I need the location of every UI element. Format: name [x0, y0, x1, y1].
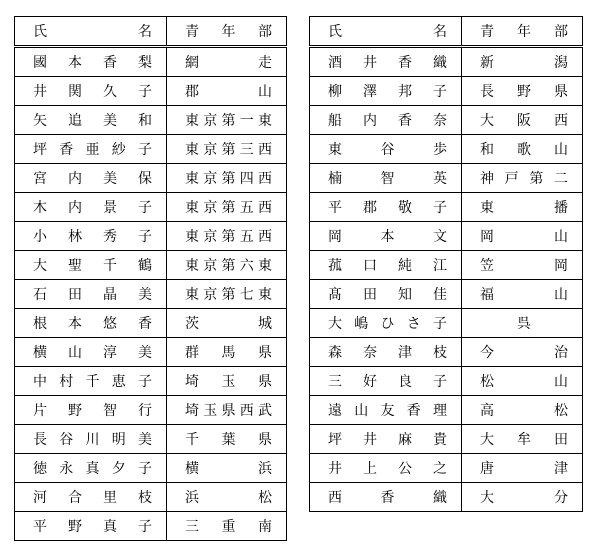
division-cell: 浜 松: [167, 483, 287, 512]
member-name-cell: 大 聖 千 鶴: [15, 251, 167, 280]
table-row: [310, 338, 583, 367]
member-name-cell: 長 谷 川 明 美: [15, 425, 167, 454]
division-cell: 東 京 第 三 西: [167, 135, 287, 164]
division-cell: 東 京 第 五 西: [167, 193, 287, 222]
division-cell: 東 播: [462, 193, 583, 222]
table-row: [310, 193, 583, 222]
division-cell: 郡 山: [167, 77, 287, 106]
member-name-cell: 遠 山 友 香 理: [310, 396, 462, 425]
table-row: [310, 367, 583, 396]
division-header: 青 年 部: [462, 17, 583, 47]
table-row: [15, 193, 287, 222]
table-row: [15, 135, 287, 164]
table-row: [15, 164, 287, 193]
division-cell: 千 葉 県: [167, 425, 287, 454]
member-name-cell: 宮 内 美 保: [15, 164, 167, 193]
table-row: [15, 512, 287, 541]
table-row: [15, 396, 287, 425]
division-cell: 唐 津: [462, 454, 583, 483]
table-row: [15, 338, 287, 367]
member-name-cell: 西 香 織: [310, 483, 462, 512]
table-row: [15, 47, 287, 77]
table-row: [15, 483, 287, 512]
member-name-cell: 井 関 久 子: [15, 77, 167, 106]
division-cell: 東 京 第 七 東: [167, 280, 287, 309]
division-cell: 和 歌 山: [462, 135, 583, 164]
table-row: [310, 280, 583, 309]
member-name-cell: 根 本 悠 香: [15, 309, 167, 338]
table-row: [310, 396, 583, 425]
member-name-cell: 森 奈 津 枝: [310, 338, 462, 367]
header-row: [15, 17, 287, 47]
member-name-cell: 船 内 香 奈: [310, 106, 462, 135]
division-cell: 大 阪 西: [462, 106, 583, 135]
division-cell: 茨 城: [167, 309, 287, 338]
member-name-cell: 三 好 良 子: [310, 367, 462, 396]
division-cell: 大 牟 田: [462, 425, 583, 454]
division-cell: 網 走: [167, 47, 287, 77]
division-cell: 高 松: [462, 396, 583, 425]
member-name-cell: 大 嶋 ひ さ 子: [310, 309, 462, 338]
member-name-cell: 岡 本 文: [310, 222, 462, 251]
table-row: [15, 251, 287, 280]
table-row: [15, 454, 287, 483]
name-header: 氏 名: [15, 17, 167, 47]
member-name-cell: 菰 口 純 江: [310, 251, 462, 280]
table-row: [310, 309, 583, 338]
table-row: [15, 425, 287, 454]
header-row: [310, 17, 583, 47]
division-cell: 神 戸 第 二: [462, 164, 583, 193]
member-name-cell: 平 郡 敬 子: [310, 193, 462, 222]
division-cell: 東 京 第 四 西: [167, 164, 287, 193]
division-header: 青 年 部: [167, 17, 287, 47]
division-cell: 三 重 南: [167, 512, 287, 541]
member-name-cell: 徳 永 真 夕 子: [15, 454, 167, 483]
division-cell: 長 野 県: [462, 77, 583, 106]
member-name-cell: 髙 田 知 佳: [310, 280, 462, 309]
division-cell: 埼 玉 県 西 武: [167, 396, 287, 425]
table-row: [15, 77, 287, 106]
division-cell: 今 治: [462, 338, 583, 367]
table-row: [310, 425, 583, 454]
table-row: [310, 47, 583, 77]
member-name-cell: 柳 澤 邦 子: [310, 77, 462, 106]
member-name-cell: 横 山 淳 美: [15, 338, 167, 367]
division-cell: 東 京 第 五 西: [167, 222, 287, 251]
table-row: [15, 280, 287, 309]
division-cell: 東 京 第 一 東: [167, 106, 287, 135]
table-row: [15, 309, 287, 338]
division-cell: 笠 岡: [462, 251, 583, 280]
table-row: [15, 106, 287, 135]
table-row: [310, 135, 583, 164]
member-name-cell: 河 合 里 枝: [15, 483, 167, 512]
roster-table-left: [14, 16, 287, 541]
member-name-cell: 東 谷 歩: [310, 135, 462, 164]
division-cell: 松 山: [462, 367, 583, 396]
member-name-cell: 井 上 公 之: [310, 454, 462, 483]
roster-table-right: [309, 16, 583, 512]
member-name-cell: 中 村 千 恵 子: [15, 367, 167, 396]
member-name-cell: 小 林 秀 子: [15, 222, 167, 251]
member-name-cell: 片 野 智 行: [15, 396, 167, 425]
name-header: 氏 名: [310, 17, 462, 47]
table-row: [310, 251, 583, 280]
table-row: [310, 483, 583, 512]
division-cell: 新 潟: [462, 47, 583, 77]
member-name-cell: 坪 井 麻 貴: [310, 425, 462, 454]
division-cell: 群 馬 県: [167, 338, 287, 367]
division-cell: 大 分: [462, 483, 583, 512]
member-name-cell: 矢 追 美 和: [15, 106, 167, 135]
member-name-cell: 酒 井 香 織: [310, 47, 462, 77]
member-name-cell: 國 本 香 梨: [15, 47, 167, 77]
table-row: [310, 77, 583, 106]
division-cell: 埼 玉 県: [167, 367, 287, 396]
member-name-cell: 楠 智 英: [310, 164, 462, 193]
table-row: [310, 222, 583, 251]
member-name-cell: 木 内 景 子: [15, 193, 167, 222]
division-cell: 横 浜: [167, 454, 287, 483]
table-row: [310, 106, 583, 135]
member-name-cell: 石 田 晶 美: [15, 280, 167, 309]
table-row: [15, 222, 287, 251]
member-name-cell: 平 野 真 子: [15, 512, 167, 541]
division-cell: 東 京 第 六 東: [167, 251, 287, 280]
member-name-cell: 坪 香 亜 紗 子: [15, 135, 167, 164]
division-cell: 福 山: [462, 280, 583, 309]
table-row: [15, 367, 287, 396]
division-cell: 呉: [462, 309, 583, 338]
table-row: [310, 454, 583, 483]
division-cell: 岡 山: [462, 222, 583, 251]
table-row: [310, 164, 583, 193]
